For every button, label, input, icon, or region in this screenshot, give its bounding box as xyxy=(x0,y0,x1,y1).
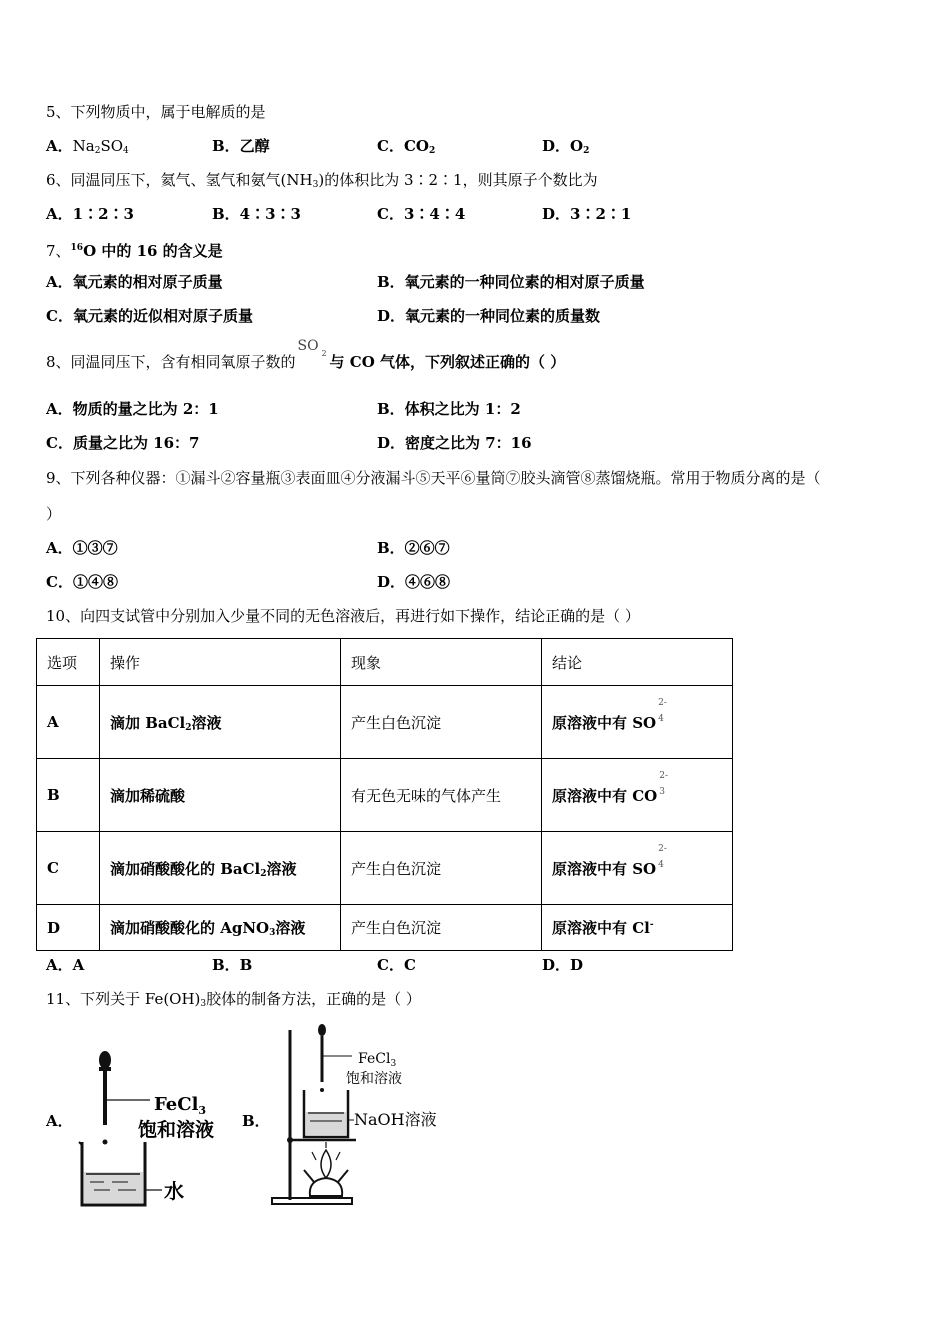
q7-option-d[interactable]: D．氧元素的一种同位素的质量数 xyxy=(377,307,601,325)
row-option: B xyxy=(37,759,100,832)
tripod-leg xyxy=(304,1170,314,1182)
q9-option-a[interactable]: A．①③⑦ xyxy=(46,539,118,557)
operation-text: 滴加稀硫酸 xyxy=(110,786,186,805)
stem-text: 与 CO 气体，下列叙述正确的（ ） xyxy=(329,353,566,371)
water xyxy=(84,1172,143,1203)
q8-option-d[interactable]: D．密度之比为 7：16 xyxy=(377,434,532,452)
formula: Na xyxy=(72,137,95,155)
stem-text: )的体积比为 3∶2∶1，则其原子个数比为 xyxy=(318,171,598,189)
table-row xyxy=(37,832,733,905)
q8-option-a[interactable]: A．物质的量之比为 2：1 xyxy=(46,400,219,418)
q5-option-b[interactable]: B．乙醇 xyxy=(212,137,270,155)
operation-text: 溶液 xyxy=(275,919,306,937)
q11-option-b[interactable]: B． xyxy=(242,1112,270,1130)
option-label: A． xyxy=(46,137,73,155)
q10-option-a[interactable]: A．A xyxy=(46,956,85,974)
q9-stem: 9、下列各种仪器：①漏斗②容量瓶③表面皿④分液漏斗⑤天平⑥量筒⑦胶头滴管⑧蒸馏烧瓶。常用于物质分离的是（ xyxy=(46,469,821,487)
subscript: 2 xyxy=(428,146,436,156)
row-operation xyxy=(100,686,341,759)
drop xyxy=(103,1140,108,1145)
q10-option-c[interactable]: C．C xyxy=(377,956,416,974)
q9-option-b[interactable]: B．②⑥⑦ xyxy=(377,539,450,557)
table-row xyxy=(37,905,733,951)
conclusion-text: 原溶液中有 CO xyxy=(552,786,658,805)
q11-option-a[interactable]: A． xyxy=(46,1112,73,1130)
subscript: 2 xyxy=(185,722,192,733)
alcohol-lamp xyxy=(310,1178,342,1196)
reagent-label: FeCl$_3$ xyxy=(358,1051,397,1069)
ion-charge: 2- xyxy=(658,697,667,708)
operation-text: 滴加硝酸酸化的 BaCl xyxy=(110,859,261,878)
header-phenomenon: 现象 xyxy=(341,639,542,686)
row-operation xyxy=(100,832,341,905)
row-phenomenon: 产生白色沉淀 xyxy=(341,686,542,759)
conclusion-text: 原溶液中有 Cl xyxy=(552,919,650,937)
ion-subscript: 4 xyxy=(658,713,664,724)
row-phenomenon: 产生白色沉淀 xyxy=(341,905,542,951)
reagent-label-2: 饱和溶液 xyxy=(138,1119,215,1141)
q5-option-c[interactable] xyxy=(377,136,435,161)
subscript: 4 xyxy=(123,146,129,156)
stand-base xyxy=(272,1198,352,1204)
so2-formula xyxy=(296,338,330,372)
ion-charge: - xyxy=(649,920,654,930)
stem-text: 6、同温同压下，氦气、氢气和氨气(NH xyxy=(46,171,313,189)
q6-option-c[interactable]: C．3∶4∶4 xyxy=(377,205,466,223)
mass-number: 16 xyxy=(70,243,84,253)
row-operation xyxy=(100,759,341,832)
row-option: C xyxy=(37,832,100,905)
dropper-bulb xyxy=(99,1051,111,1069)
clamp-knob xyxy=(287,1137,293,1143)
q5-option-d[interactable] xyxy=(542,136,589,161)
q9-option-d[interactable]: D．④⑥⑧ xyxy=(377,573,451,591)
q6-option-a[interactable]: A．1∶2∶3 xyxy=(46,205,134,223)
water-label: 水 xyxy=(164,1179,184,1203)
reagent-label: FeCl$_3$ xyxy=(154,1094,207,1117)
operation-text: 溶液 xyxy=(191,713,222,732)
ion-notation xyxy=(656,843,668,878)
header-conclusion: 结论 xyxy=(542,639,733,686)
ion-notation xyxy=(656,697,668,732)
q7-option-b[interactable]: B．氧元素的一种同位素的相对原子质量 xyxy=(377,273,645,291)
q10-option-b[interactable]: B．B xyxy=(212,956,253,974)
q8-option-b[interactable]: B．体积之比为 1：2 xyxy=(377,400,521,418)
row-phenomenon: 有无色无味的气体产生 xyxy=(341,759,542,832)
row-operation xyxy=(100,905,341,951)
row-option: D xyxy=(37,905,100,951)
reagent-label-2: 饱和溶液 xyxy=(346,1071,402,1087)
operation-text: 滴加 BaCl xyxy=(110,713,186,732)
subscript: 2 xyxy=(94,146,101,156)
formula: SO xyxy=(297,338,319,354)
table-row xyxy=(37,759,733,832)
q8-option-c[interactable]: C．质量之比为 16：7 xyxy=(46,434,200,452)
conclusion-text: 原溶液中有 SO xyxy=(552,713,657,732)
ion-charge: 2- xyxy=(658,843,667,854)
ion-subscript: 3 xyxy=(659,786,665,797)
q6-option-d[interactable]: D．3∶2∶1 xyxy=(542,205,632,223)
q9-option-c[interactable]: C．①④⑧ xyxy=(46,573,118,591)
apparatus-b-figure xyxy=(268,1020,448,1210)
stem-text: 11、下列关于 Fe(OH) xyxy=(46,990,201,1008)
q7-stem xyxy=(46,238,223,261)
option-text: C．CO xyxy=(377,137,429,155)
ion-charge: 2- xyxy=(659,770,669,781)
operation-text: 溶液 xyxy=(266,859,297,878)
q6-stem xyxy=(46,170,598,195)
formula: SO xyxy=(100,137,124,155)
row-conclusion xyxy=(542,686,733,759)
flame xyxy=(321,1150,331,1178)
row-phenomenon: 产生白色沉淀 xyxy=(341,832,542,905)
subscript: 3 xyxy=(200,999,207,1009)
subscript: 2 xyxy=(583,146,590,156)
solution xyxy=(306,1112,346,1135)
option-text: D．O xyxy=(542,137,584,155)
apparatus-a-figure xyxy=(70,1040,240,1215)
row-option: A xyxy=(37,686,100,759)
row-conclusion xyxy=(542,759,733,832)
stem-text: O 中的 16 的含义是 xyxy=(83,242,223,260)
q6-option-b[interactable]: B．4∶3∶3 xyxy=(212,205,301,223)
q11-stem xyxy=(46,989,421,1014)
dropper-bulb xyxy=(318,1024,326,1036)
q8-stem xyxy=(46,338,566,372)
question-number: 7、 xyxy=(46,242,71,260)
tripod-leg xyxy=(338,1170,348,1182)
ion-notation xyxy=(657,770,669,805)
header-operation: 操作 xyxy=(100,639,341,686)
subscript: 3 xyxy=(312,180,319,190)
subscript: 2 xyxy=(260,868,267,879)
table-row xyxy=(37,686,733,759)
header-option: 选项 xyxy=(37,639,100,686)
row-conclusion xyxy=(542,832,733,905)
ion-subscript: 4 xyxy=(658,859,664,870)
q5-stem: 5、下列物质中，属于电解质的是 xyxy=(46,103,266,121)
q9-stem-end: ） xyxy=(46,505,62,523)
stem-text: 8、同温同压下，含有相同氧原子数的 xyxy=(46,353,296,371)
subscript: 2 xyxy=(321,349,327,358)
subscript: 3 xyxy=(269,928,276,938)
row-conclusion xyxy=(542,905,733,951)
dropper-collar xyxy=(99,1067,111,1071)
stem-text: 胶体的制备方法，正确的是（ ） xyxy=(206,990,421,1008)
drop xyxy=(320,1088,324,1092)
q5-option-a[interactable] xyxy=(46,136,129,161)
q10-table xyxy=(36,638,733,951)
naoh-label: NaOH溶液 xyxy=(354,1110,437,1129)
q7-option-c[interactable]: C．氧元素的近似相对原子质量 xyxy=(46,307,253,325)
table-header-row xyxy=(37,639,733,686)
conclusion-text: 原溶液中有 SO xyxy=(552,859,657,878)
q10-option-d[interactable]: D．D xyxy=(542,956,584,974)
q7-option-a[interactable]: A．氧元素的相对原子质量 xyxy=(46,273,223,291)
q10-stem: 10、向四支试管中分别加入少量不同的无色溶液后，再进行如下操作，结论正确的是（ ） xyxy=(46,607,640,625)
operation-text: 滴加硝酸酸化的 AgNO xyxy=(110,919,270,937)
